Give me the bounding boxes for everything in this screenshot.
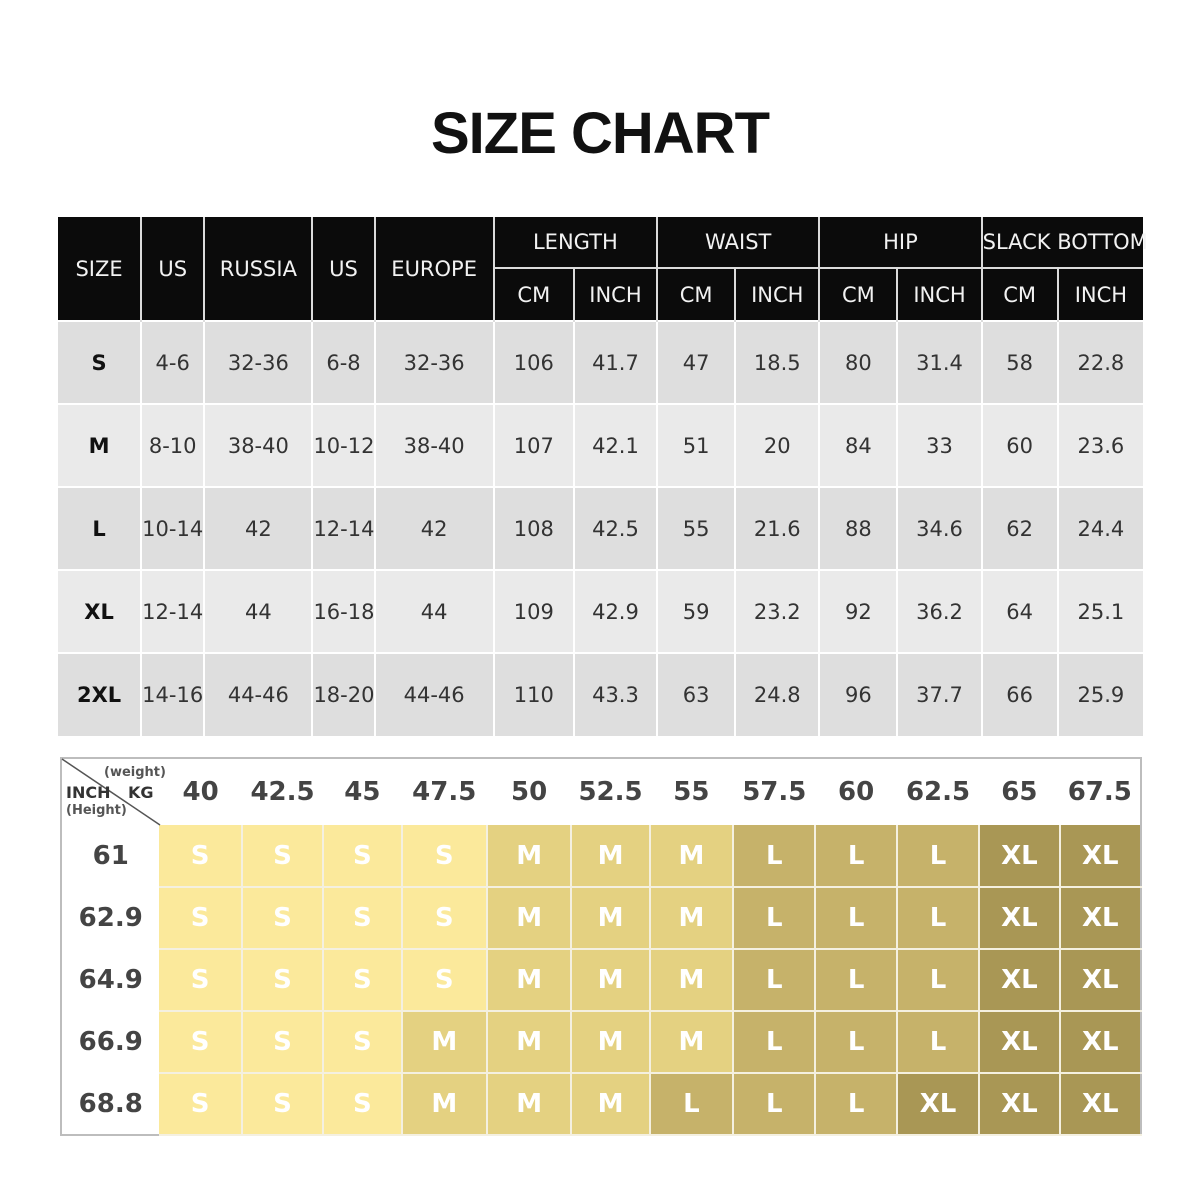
- size-recommendation-cell: XL: [1060, 887, 1141, 949]
- cell-us: 14-16: [141, 653, 204, 736]
- cell-us-second: 16-18: [312, 570, 374, 653]
- cell-size: 2XL: [58, 653, 141, 736]
- size-recommendation-cell: L: [733, 887, 815, 949]
- weight-header: 50: [487, 758, 571, 825]
- header-hip-cm: CM: [819, 268, 897, 321]
- cell-europe: 44: [375, 570, 494, 653]
- inch-label: INCH: [66, 783, 111, 802]
- size-recommendation-cell: L: [897, 949, 979, 1011]
- size-recommendation-cell: L: [815, 887, 896, 949]
- table-row: [58, 487, 1143, 570]
- header-waist: WAIST: [657, 217, 819, 268]
- size-recommendation-cell: M: [650, 825, 733, 887]
- header-slack-bottom: SLACK BOTTOM: [982, 217, 1143, 268]
- height-note: (Height): [66, 803, 127, 818]
- size-recommendation-cell: XL: [979, 825, 1059, 887]
- corner-header: [61, 758, 166, 825]
- weight-header: 45: [323, 758, 401, 825]
- size-recommendation-cell: S: [242, 1073, 323, 1135]
- header-waist-cm: CM: [657, 268, 735, 321]
- size-recommendation-cell: XL: [1060, 949, 1141, 1011]
- cell-size: S: [58, 321, 141, 404]
- cell-slack-bottom-inch: 22.8: [1058, 321, 1143, 404]
- weight-header: 40: [159, 758, 241, 825]
- header-hip-inch: INCH: [897, 268, 981, 321]
- header-hip: HIP: [819, 217, 981, 268]
- size-recommendation-table: [60, 757, 1142, 1136]
- size-recommendation-cell: S: [242, 887, 323, 949]
- size-recommendation-cell: S: [159, 825, 241, 887]
- size-recommendation-cell: XL: [979, 949, 1059, 1011]
- header-length: LENGTH: [494, 217, 657, 268]
- cell-length-cm: 110: [494, 653, 574, 736]
- cell-length-cm: 107: [494, 404, 574, 487]
- height-label: 68.8: [61, 1073, 159, 1135]
- size-recommendation-cell: L: [733, 825, 815, 887]
- cell-hip-cm: 88: [819, 487, 897, 570]
- height-label: 64.9: [61, 949, 159, 1011]
- header-us-second: US: [312, 217, 374, 321]
- table-row: [61, 1073, 1141, 1135]
- size-recommendation-cell: S: [323, 887, 401, 949]
- header-waist-inch: INCH: [735, 268, 819, 321]
- size-recommendation-cell: L: [897, 1011, 979, 1073]
- size-recommendation-cell: S: [159, 887, 241, 949]
- size-recommendation-cell: L: [815, 949, 896, 1011]
- size-recommendation-cell: S: [323, 1011, 401, 1073]
- cell-length-inch: 42.5: [574, 487, 657, 570]
- cell-size: M: [58, 404, 141, 487]
- size-recommendation-cell: M: [487, 1073, 571, 1135]
- header-slack-bottom-inch: INCH: [1058, 268, 1143, 321]
- cell-europe: 32-36: [375, 321, 494, 404]
- cell-length-inch: 43.3: [574, 653, 657, 736]
- size-recommendation-cell: L: [897, 887, 979, 949]
- cell-hip-inch: 34.6: [897, 487, 981, 570]
- cell-waist-inch: 20: [735, 404, 819, 487]
- header-europe: EUROPE: [375, 217, 494, 321]
- size-recommendation-cell: M: [650, 1011, 733, 1073]
- weight-header: 55: [650, 758, 733, 825]
- table-row: [61, 949, 1141, 1011]
- cell-size: L: [58, 487, 141, 570]
- size-recommendation-cell: S: [159, 949, 241, 1011]
- cell-slack-bottom-cm: 64: [982, 570, 1058, 653]
- weight-header: 60: [815, 758, 896, 825]
- cell-russia: 38-40: [204, 404, 312, 487]
- cell-length-inch: 42.9: [574, 570, 657, 653]
- size-recommendation-cell: M: [571, 1073, 649, 1135]
- size-recommendation-cell: L: [733, 1073, 815, 1135]
- cell-size: XL: [58, 570, 141, 653]
- size-recommendation-cell: XL: [979, 1073, 1059, 1135]
- table-row: [58, 653, 1143, 736]
- cell-europe: 44-46: [375, 653, 494, 736]
- header-length-cm: CM: [494, 268, 574, 321]
- size-recommendation-cell: S: [402, 949, 487, 1011]
- cell-us-second: 6-8: [312, 321, 374, 404]
- cell-length-cm: 108: [494, 487, 574, 570]
- size-recommendation-cell: S: [323, 825, 401, 887]
- cell-slack-bottom-cm: 58: [982, 321, 1058, 404]
- size-recommendation-cell: S: [402, 887, 487, 949]
- cell-hip-inch: 31.4: [897, 321, 981, 404]
- size-recommendation-cell: L: [650, 1073, 733, 1135]
- cell-hip-cm: 80: [819, 321, 897, 404]
- weight-header: 67.5: [1060, 758, 1141, 825]
- size-recommendation-cell: M: [571, 825, 649, 887]
- cell-waist-cm: 51: [657, 404, 735, 487]
- page-title: SIZE CHART: [431, 101, 769, 166]
- cell-slack-bottom-cm: 62: [982, 487, 1058, 570]
- cell-europe: 38-40: [375, 404, 494, 487]
- cell-us-second: 10-12: [312, 404, 374, 487]
- size-recommendation-cell: S: [242, 1011, 323, 1073]
- size-recommendation-cell: XL: [1060, 825, 1141, 887]
- size-recommendation-cell: M: [487, 825, 571, 887]
- weight-header: 62.5: [897, 758, 979, 825]
- header-russia: RUSSIA: [204, 217, 312, 321]
- weight-header: 47.5: [402, 758, 487, 825]
- cell-russia: 44: [204, 570, 312, 653]
- cell-russia: 42: [204, 487, 312, 570]
- size-recommendation-cell: L: [733, 1011, 815, 1073]
- cell-length-cm: 109: [494, 570, 574, 653]
- header-us: US: [141, 217, 204, 321]
- cell-length-inch: 42.1: [574, 404, 657, 487]
- size-measurement-table: [58, 217, 1148, 736]
- cell-slack-bottom-inch: 25.9: [1058, 653, 1143, 736]
- weight-header: 65: [979, 758, 1059, 825]
- cell-waist-cm: 59: [657, 570, 735, 653]
- size-recommendation-cell: S: [159, 1073, 241, 1135]
- cell-hip-inch: 33: [897, 404, 981, 487]
- size-recommendation-cell: XL: [897, 1073, 979, 1135]
- size-recommendation-cell: S: [242, 825, 323, 887]
- cell-hip-cm: 96: [819, 653, 897, 736]
- cell-slack-bottom-inch: 25.1: [1058, 570, 1143, 653]
- cell-hip-inch: 37.7: [897, 653, 981, 736]
- header-length-inch: INCH: [574, 268, 657, 321]
- cell-slack-bottom-cm: 66: [982, 653, 1058, 736]
- cell-hip-inch: 36.2: [897, 570, 981, 653]
- size-recommendation-cell: M: [571, 949, 649, 1011]
- size-recommendation-cell: XL: [1060, 1011, 1141, 1073]
- size-recommendation-cell: M: [402, 1073, 487, 1135]
- size-recommendation-cell: M: [487, 887, 571, 949]
- size-recommendation-cell: M: [571, 887, 649, 949]
- size-recommendation-cell: L: [815, 825, 896, 887]
- size-table-body: [58, 321, 1143, 736]
- cell-us: 8-10: [141, 404, 204, 487]
- size-recommendation-cell: XL: [1060, 1073, 1141, 1135]
- size-recommendation-cell: M: [650, 949, 733, 1011]
- table-row: [61, 887, 1141, 949]
- size-recommendation-cell: XL: [979, 887, 1059, 949]
- cell-russia: 32-36: [204, 321, 312, 404]
- size-recommendation-cell: S: [159, 1011, 241, 1073]
- table-row: [58, 321, 1143, 404]
- size-recommendation-cell: L: [815, 1011, 896, 1073]
- height-label: 61: [61, 825, 159, 887]
- table-row: [61, 1011, 1141, 1073]
- cell-waist-inch: 24.8: [735, 653, 819, 736]
- weight-header: 52.5: [571, 758, 649, 825]
- cell-length-inch: 41.7: [574, 321, 657, 404]
- recommendation-table-body: [61, 825, 1141, 1135]
- table-row: [61, 825, 1141, 887]
- cell-waist-inch: 18.5: [735, 321, 819, 404]
- cell-waist-inch: 21.6: [735, 487, 819, 570]
- size-recommendation-cell: S: [323, 949, 401, 1011]
- header-size: SIZE: [58, 217, 141, 321]
- size-recommendation-cell: M: [487, 1011, 571, 1073]
- cell-us: 4-6: [141, 321, 204, 404]
- size-recommendation-cell: S: [242, 949, 323, 1011]
- cell-slack-bottom-inch: 23.6: [1058, 404, 1143, 487]
- size-recommendation-cell: M: [650, 887, 733, 949]
- cell-slack-bottom-inch: 24.4: [1058, 487, 1143, 570]
- weight-header: 42.5: [242, 758, 323, 825]
- weight-header: 57.5: [733, 758, 815, 825]
- size-recommendation-cell: M: [571, 1011, 649, 1073]
- size-recommendation-cell: S: [402, 825, 487, 887]
- cell-hip-cm: 92: [819, 570, 897, 653]
- height-label: 66.9: [61, 1011, 159, 1073]
- cell-us: 10-14: [141, 487, 204, 570]
- cell-us-second: 18-20: [312, 653, 374, 736]
- cell-length-cm: 106: [494, 321, 574, 404]
- cell-slack-bottom-cm: 60: [982, 404, 1058, 487]
- cell-waist-cm: 47: [657, 321, 735, 404]
- size-recommendation-cell: S: [323, 1073, 401, 1135]
- cell-hip-cm: 84: [819, 404, 897, 487]
- cell-us: 12-14: [141, 570, 204, 653]
- cell-russia: 44-46: [204, 653, 312, 736]
- kg-label: KG: [128, 783, 154, 802]
- table-row: [58, 570, 1143, 653]
- cell-us-second: 12-14: [312, 487, 374, 570]
- size-recommendation-cell: L: [897, 825, 979, 887]
- cell-waist-inch: 23.2: [735, 570, 819, 653]
- cell-waist-cm: 55: [657, 487, 735, 570]
- cell-waist-cm: 63: [657, 653, 735, 736]
- height-label: 62.9: [61, 887, 159, 949]
- weight-note: (weight): [104, 765, 166, 780]
- size-recommendation-cell: M: [402, 1011, 487, 1073]
- header-slack-bottom-cm: CM: [982, 268, 1058, 321]
- size-recommendation-cell: XL: [979, 1011, 1059, 1073]
- size-recommendation-cell: M: [487, 949, 571, 1011]
- cell-europe: 42: [375, 487, 494, 570]
- size-recommendation-cell: L: [815, 1073, 896, 1135]
- table-row: [58, 404, 1143, 487]
- size-recommendation-cell: L: [733, 949, 815, 1011]
